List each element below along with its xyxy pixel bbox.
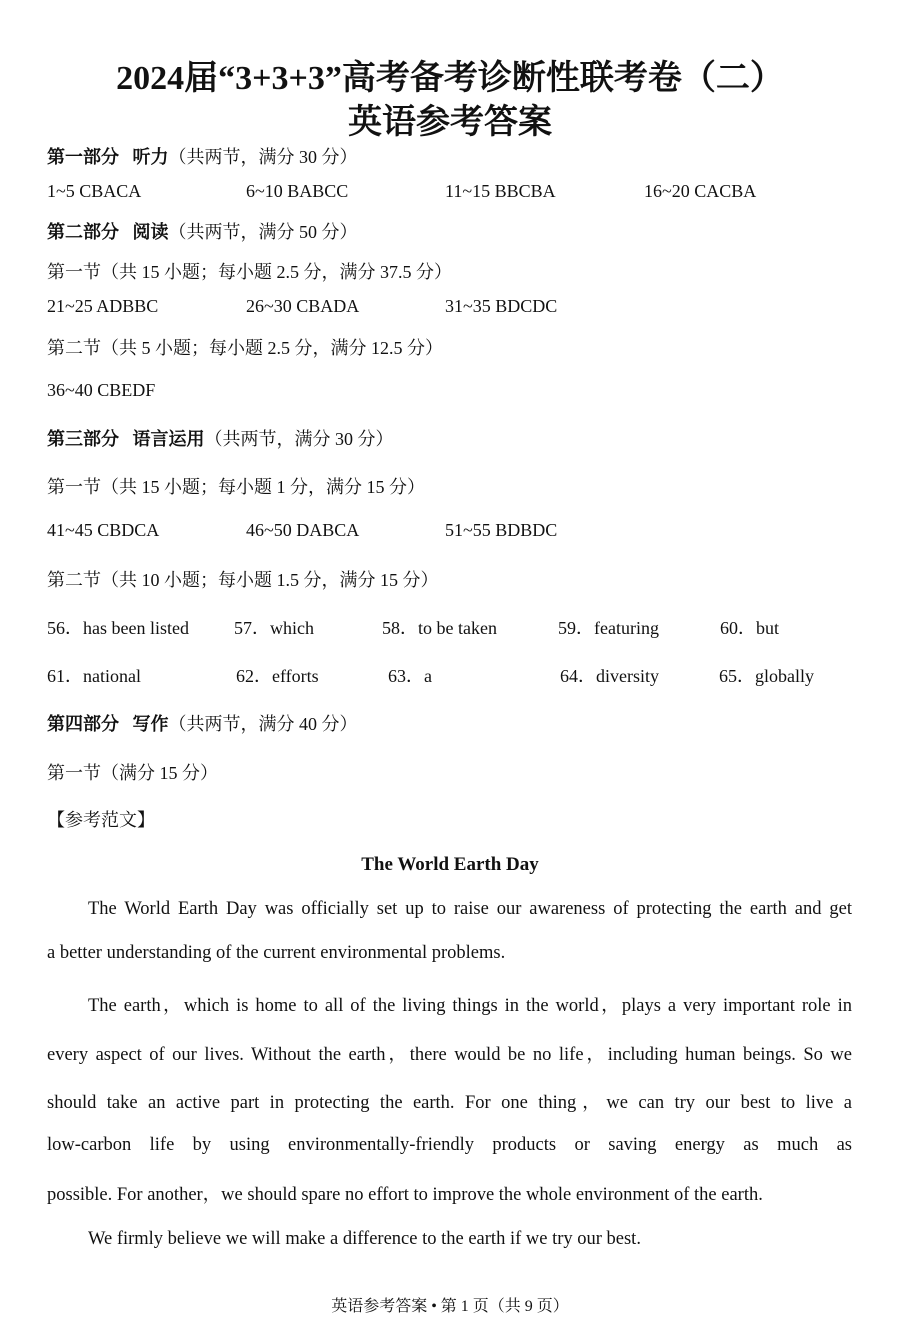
section-heading: 第一节（满分 15 分） [47,763,218,783]
answer-item: 62．efforts [236,666,319,686]
section-heading: 第一节（共 15 小题；每小题 2.5 分，满分 37.5 分） [47,262,452,282]
answer-group: 46~50 DABCA [246,520,360,540]
essay-line: The World Earth Day was officially set up to raise our awareness of protecting the earth and get [88,899,852,919]
answer-group: 16~20 CACBA [644,181,757,201]
essay-line: low-carbon life by using environmentally-friendly products or saving energy as much as [47,1135,852,1155]
answer-group: 1~5 CBACA [47,181,142,201]
answer-group: 21~25 ADBBC [47,296,159,316]
answer-item: 65．globally [719,666,814,686]
answer-item: 61．national [47,666,141,686]
part3-name: 语言运用 [132,429,205,449]
part1-heading: 第一部分 [47,147,119,167]
section-heading: 第二节（共 10 小题；每小题 1.5 分，满分 15 分） [47,570,439,590]
answer-item: 56．has been listed [47,618,189,638]
answer-item: 64．diversity [560,666,659,686]
answer-item: 59．featuring [558,618,659,638]
section-heading: 第一节（共 15 小题；每小题 1 分，满分 15 分） [47,477,425,497]
answer-item: 63．a [388,666,432,686]
part4-heading: 第四部分 [47,714,119,734]
essay-line: possible. For another，we should spare no effort to improve the whole environment of the earth. [47,1185,763,1205]
essay-line: should take an active part in protecting the earth. For one thing，we can try our best to live a [47,1093,852,1113]
answer-group: 51~55 BDBDC [445,520,558,540]
essay-line: The earth，which is home to all of the living things in the world，plays a very important role in [88,996,852,1016]
answer-item: 60．but [720,618,780,638]
answer-group: 31~35 BDCDC [445,296,558,316]
sample-essay-label: 【参考范文】 [47,810,155,830]
part3-heading: 第三部分 [47,429,119,449]
page-subtitle: 英语参考答案 [348,104,552,141]
part2-header [47,218,358,244]
answer-group: 36~40 CBEDF [47,380,156,400]
part3-note: （共两节，满分 30 分） [204,429,394,449]
part1-header [47,143,358,169]
essay-line: every aspect of our lives. Without the earth，there would be no life，including human beings. So we [47,1045,852,1065]
answer-group: 41~45 CBDCA [47,520,160,540]
answer-item: 58．to be taken [382,618,497,638]
essay-line: a better understanding of the current environmental problems. [47,943,506,963]
answer-group: 11~15 BBCBA [445,181,556,201]
part2-heading: 第二部分 [47,222,119,242]
part4-header [47,710,358,736]
part2-note: （共两节，满分 50 分） [168,222,358,242]
answer-item: 57．which [234,618,314,638]
answer-group: 6~10 BABCC [246,181,349,201]
essay-title: The World Earth Day [361,854,539,875]
page-title: 2024届“3+3+3”高考备考诊断性联考卷（二） [116,60,784,97]
part1-name: 听力 [132,147,169,167]
part4-name: 写作 [132,714,169,734]
part1-note: （共两节，满分 30 分） [168,147,358,167]
part2-name: 阅读 [132,222,169,242]
part3-header [47,425,394,451]
essay-line: We firmly believe we will make a difference to the earth if we try our best. [88,1229,641,1249]
answer-group: 26~30 CBADA [246,296,360,316]
section-heading: 第二节（共 5 小题；每小题 2.5 分，满分 12.5 分） [47,338,443,358]
page-footer: 英语参考答案 • 第 1 页（共 9 页） [331,1298,569,1315]
part4-note: （共两节，满分 40 分） [168,714,358,734]
